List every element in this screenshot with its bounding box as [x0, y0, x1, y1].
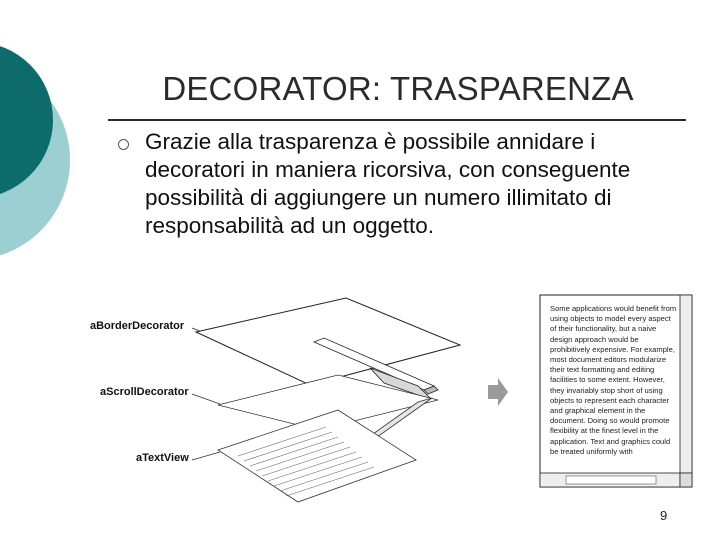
- decorator-figure: [88, 290, 703, 530]
- window-vscroll: [680, 295, 692, 473]
- label-atextview: aTextView: [136, 452, 189, 464]
- slide-title: DECORATOR: TRASPARENZA: [162, 70, 634, 107]
- decorative-circles: [0, 0, 120, 300]
- label-aborderdecorator: aBorderDecorator: [90, 320, 185, 332]
- bullet-text: Grazie alla trasparenza è possibile annidare i decoratori in maniera ricorsiva, con conseguente possibilità di aggiungere un numero illimitato di responsabilità ad un oggetto.: [145, 129, 631, 238]
- window-text: Some applications would benefit from using objects to model every aspect of their functionality, but a naive design approach would be prohibitively expensive. For example, most document editors modularize their text formatting and editing facilities to some extent. However, they invariably stop short of using objects to represent each character and graphical element in the document. Doing so would promote flexibility at the finest level in the application. Text and graphics could be treated uniformly with: [550, 304, 677, 456]
- bullet-marker: [118, 139, 129, 150]
- label-ascrolldecorator: aScrollDecorator: [100, 386, 189, 398]
- arrow-icon: [488, 378, 508, 406]
- title-rule: [108, 119, 686, 121]
- text-view-plane: [218, 410, 416, 502]
- page-number: 9: [660, 508, 668, 523]
